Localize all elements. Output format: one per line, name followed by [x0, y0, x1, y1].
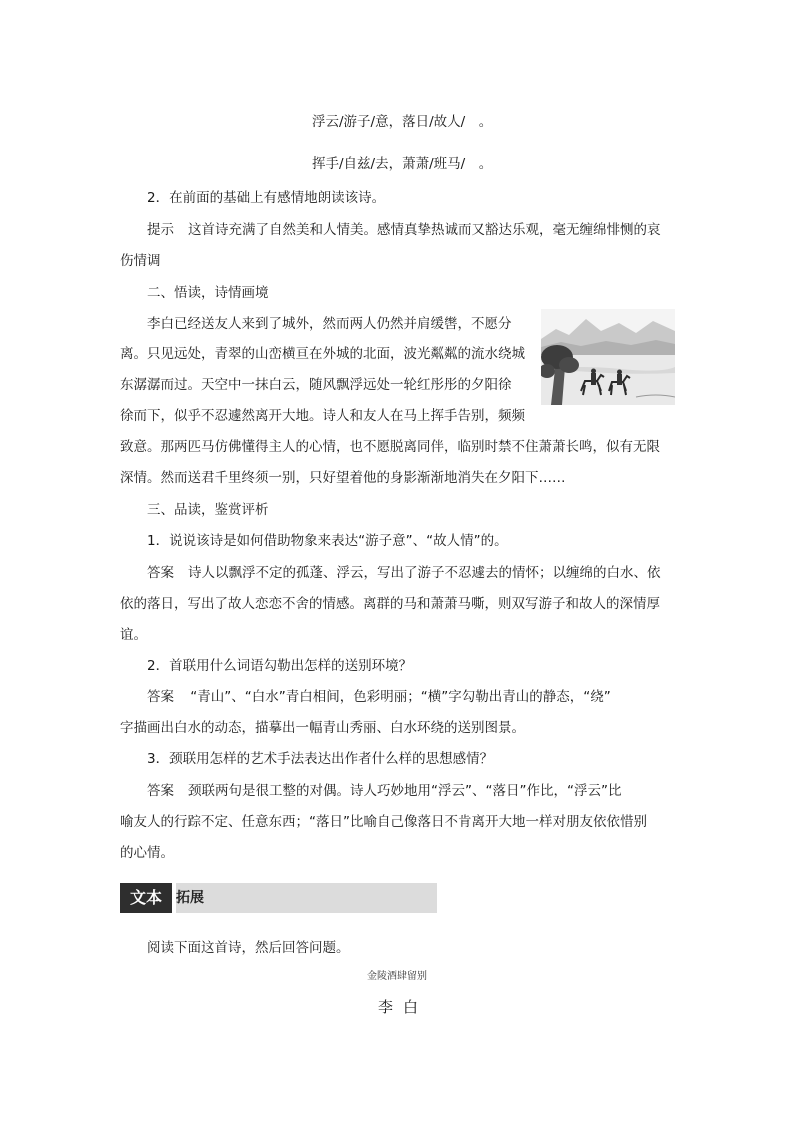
poem2-author: 李白	[377, 998, 428, 1016]
s3-a2-line1: 答案 “青山”、“白水”青白相间，色彩明丽；“横”字勾勒出青山的静态，“绕”	[147, 689, 611, 705]
farewell-scene-illustration	[541, 309, 675, 405]
section2-line-1: 李白已经送友人来到了城外，然而两人仍然并肩缓辔，不愿分	[147, 316, 512, 332]
poem-line-1: 浮云/游子/意，落日/故人/ 。	[312, 114, 493, 130]
section2-line-4: 徐而下，似乎不忍遽然离开大地。诗人和友人在马上挥手告别，频频	[120, 408, 525, 424]
q2-question: 2．在前面的基础上有感情地朗读该诗。	[147, 190, 386, 206]
s3-a2-line2: 字描画出白水的动态，描摹出一幅青山秀丽、白水环绕的送别图景。	[120, 720, 525, 736]
section2-line-2: 离。只见远处，青翠的山峦横亘在外城的北面，波光粼粼的流水绕城	[120, 346, 525, 362]
poem-line-2: 挥手/自兹/去，萧萧/班马/ 。	[312, 156, 493, 172]
section2-line-3: 东潺潺而过。天空中一抹白云，随风飘浮远处一轮红彤彤的夕阳徐	[120, 377, 512, 393]
section2-line-6: 深情。然而送君千里终须一别，只好望着他的身影渐渐地消失在夕阳下……	[120, 470, 566, 486]
hint-label: 提示	[147, 222, 174, 238]
reading-intro: 阅读下面这首诗，然后回答问题。	[147, 940, 350, 956]
hint-text-1: 这首诗充满了自然美和人情美。感情真挚热诚而又豁达乐观，毫无缠绵悱恻的哀	[188, 222, 661, 238]
answer-label: 答案	[147, 689, 174, 705]
hint-text-2: 伤情调	[120, 253, 161, 269]
s3-a1-line3: 谊。	[120, 627, 147, 643]
s3-a3-line2: 喻友人的行踪不定、任意东西；“落日”比喻自己像落日不肯离开大地一样对朋友依依惜别	[120, 814, 647, 830]
s3-a3-line3: 的心情。	[120, 845, 174, 861]
section3-title: 三、品读，鉴赏评析	[147, 502, 269, 518]
s3-q3: 3．颈联用怎样的艺术手法表达出作者什么样的思想感情？	[147, 751, 494, 767]
q2-hint	[147, 218, 661, 238]
answer-label: 答案	[147, 565, 174, 581]
section2-title: 二、悟读，诗情画境	[147, 285, 269, 301]
banner-extension-label: 拓展	[176, 890, 204, 906]
section-banner	[120, 883, 437, 913]
s3-q1: 1．说说该诗是如何借助物象来表达“游子意”、“故人情”的。	[147, 533, 508, 549]
banner-text-label: 文本	[120, 883, 172, 913]
s3-q2: 2．首联用什么词语勾勒出怎样的送别环境？	[147, 658, 413, 674]
s3-a1-line2: 依的落日，写出了故人恋恋不舍的情感。离群的马和萧萧马嘶，则双写游子和故人的深情厚	[120, 596, 660, 612]
s3-a1-line1: 答案 诗人以飘浮不定的孤蓬、浮云，写出了游子不忍遽去的情怀；以缠绵的白水、依	[147, 565, 661, 581]
section2-line-5: 致意。那两匹马仿佛懂得主人的心情，也不愿脱离同伴，临别时禁不住萧萧长鸣，似有无限	[120, 439, 660, 455]
answer-label: 答案	[147, 783, 174, 799]
poem2-title: 金陵酒肆留别	[367, 971, 427, 982]
s3-a3-line1: 答案 颈联两句是很工整的对偶。诗人巧妙地用“浮云”、“落日”作比，“浮云”比	[147, 783, 622, 799]
